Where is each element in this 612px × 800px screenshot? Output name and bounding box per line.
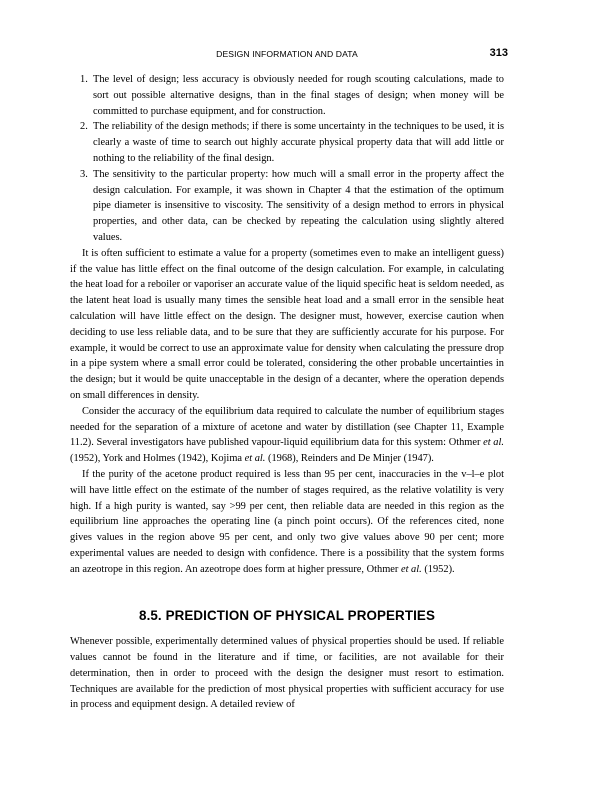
list-item-number: 2. [80,121,88,133]
list-item-text: The sensitivity to the particular property: how much will a small error in the property affect the design calculation. For example, it was shown in Chapter 4 that the estimation of the optimum pipe diameter is insensitive to viscosity. The sensitivity of a design method to errors in physical properties, and other data, can be checked by repeating the calculation using slightly altered values. [93,168,504,243]
paragraph-acetone-purity [70,467,504,578]
numbered-list [70,72,504,246]
paragraph-text: (1952). [421,563,455,575]
paragraph-text: If the purity of the acetone product required is less than 95 per cent, inaccuracies in the v–l–e plot will have little effect on the estimate of the number of stages required, as the relative volatility is very high. If a high purity is wanted, say >99 per cent, then reliable data are needed in this region as the equilibrium line approaches the operating line (a pinch point occurs). Of the references cited, none gives values in the region above 95 per cent, and only two give values above 90 per cent; more experimental values are needed to design with confidence. There is a possibility that the system forms an azeotrope in this region. An azeotrope does form at higher pressure, Othmer [70,468,504,575]
citation-et-al: et al. [400,563,422,575]
paragraph-text: (1952), York and Holmes (1942), Kojima [70,453,245,465]
paragraph-estimation: It is often sufficient to estimate a value for a property (sometimes even to make an intelligent guess) if the value has little effect on the final outcome of the design calculation. For example, in calculating the heat load for a reboiler or vaporiser an accurate value of the liquid specific heat is seldom needed, as the latent heat load is usually many times the sensible heat load and a small error in the sensible heat calculation will have little effect on the design. The designer must, however, exercise caution when deciding to use less reliable data, and to be sure that they are sufficiently accurate for his purpose. For example, it would be correct to use an approximate value for density when calculating the pressure drop in a pipe system where a small error could be tolerated, considering the other probable uncertainties in the design; but it would be quite unacceptable in the design of a decanter, where the operation depends on small differences in density. [70,247,504,401]
page [70,46,508,713]
page-number: 313 [489,47,508,59]
list-item [70,167,504,246]
paragraph-prediction-intro: Whenever possible, experimentally determined values of physical properties should be used. If reliable values cannot be found in the literature and if time, or facilities, are not available for their determination, then in order to proceed with the design the designer must resort to estimation. Techniques are available for the prediction of most physical properties with sufficient accuracy for use in process and equipment design. A detailed review of [70,636,504,711]
list-item-text: The level of design; less accuracy is obviously needed for rough scouting calculations, made to sort out possible alternative designs, than in the final stages of design; when money will be committed to purchase equipment, and for construction. [93,74,504,117]
list-item [70,72,504,119]
citation-et-al: et al. [483,437,504,449]
paragraph-text: Consider the accuracy of the equilibrium data required to calculate the number of equilibrium stages needed for the separation of a mixture of acetone and water by distillation (see Chapter 11, Example 11.2). Several investigators have published vapour-liquid equilibrium data for this system: Othmer [70,405,504,449]
list-item-number: 3. [80,168,88,180]
list-item [70,119,504,166]
list-item-number: 1. [80,74,88,85]
citation-et-al: et al. [244,453,266,465]
running-header-title: DESIGN INFORMATION AND DATA [216,49,358,59]
list-item-text: The reliability of the design methods; if there is some uncertainty in the techniques to be used, it is clearly a waste of time to search out highly accurate physical property data that will add little or nothing to the reliability of the final design. [93,121,504,164]
paragraph-equilibrium-accuracy [70,404,504,467]
section-heading: 8.5. PREDICTION OF PHYSICAL PROPERTIES [139,607,435,623]
paragraph-text: (1968), Reinders and De Minjer (1947). [265,453,434,465]
running-header [70,46,508,62]
